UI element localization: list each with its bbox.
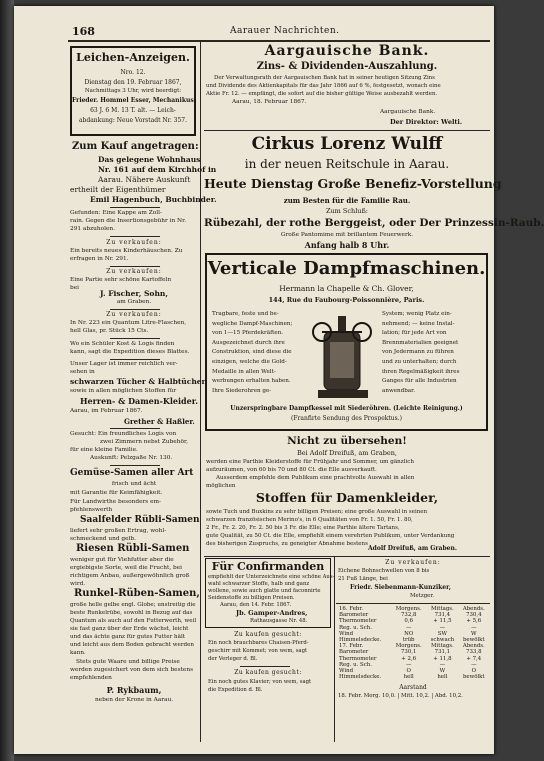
weather-cell: 730,1 <box>400 649 417 656</box>
confirm-line: empfiehlt der Unterzeichnete eine schöne Aus- <box>208 574 335 580</box>
samen-line: kann. <box>70 650 86 656</box>
weather-cell: Morgens. <box>395 643 422 650</box>
dampf-line: Hermann la Chapelle & Ch. Glover, <box>279 284 414 293</box>
leichen-line: 63 J. 6 M. 13 T. alt. — Leich- <box>90 107 176 114</box>
stoffen-line: schwarzen französischen Merino's, in 6 Qualitäten von Fr. 1. 50, Fr. 1. 80, <box>206 517 413 523</box>
lager-line: schwarzen Tücher & Halbtücher, <box>70 377 208 386</box>
dampf-text-line: werbungen erhalten haben. <box>212 378 291 385</box>
kauf-line: Emil Hagenbuch, Buchbinder. <box>90 195 217 204</box>
verk5-line: Ein noch gutes Klavier; von wem, sagt <box>208 679 312 685</box>
samen-line: liefert sehr großen Ertrag, wohl- <box>70 528 167 534</box>
weather-cell: Thermometer <box>339 618 377 625</box>
weather-cell: hell <box>437 674 448 681</box>
nicht-line: Ausserdem empfehle dem Publikum eine prachtvolle Auswahl in allen <box>216 475 415 481</box>
bier-line: Eichene Bohnschwellen von 8 bis <box>338 568 430 574</box>
confirm-line: Rathausgasse Nr. 48. <box>250 618 308 624</box>
kauf-title: Zum Kauf angetragen: <box>72 141 199 152</box>
samen-line: große helle gelbe engl. Globe; unstreitig die <box>70 602 196 608</box>
confirm-signature: Jb. Gamper-Andres, <box>236 609 308 617</box>
bank-signature: Der Direktor: Welti. <box>390 118 463 126</box>
steam-engine-illustration <box>310 312 376 402</box>
circus-line: Anfang halb 8 Uhr. <box>304 240 390 250</box>
dampf-text-line: einzigen, welche die Gold- <box>212 359 287 365</box>
weather-cell: schwach <box>430 637 455 644</box>
bier-line: Friedr. Siebenmann-Kunziker, <box>350 584 451 591</box>
gefunden-line: Gefunden: Eine Kappe am Zoll- <box>70 210 162 216</box>
weather-cell: 732,8 <box>400 612 417 619</box>
samen-line: werden zugesichert von dem sich bestens <box>70 667 194 673</box>
kauf-line: Das gelegene Wohnhaus <box>98 155 201 164</box>
circus-line: zum Besten für die Familie Rau. <box>283 196 411 205</box>
leichen-line: Nachmittags 3 Uhr, wird beerdigt: <box>84 88 182 94</box>
verk3-title: Zu verkaufen: <box>106 311 162 318</box>
samen-line: Stets gute Waare und billige Preise <box>76 659 180 665</box>
dampf-text-line: von 1—15 Pferdekräften. <box>212 330 284 337</box>
weather-cell: — <box>471 661 477 668</box>
circus-line: Zum Schluß: <box>325 207 368 215</box>
weather-cell: trüb <box>402 637 415 644</box>
kauf-line: Aarau. Nähere Auskunft <box>98 175 191 184</box>
samen-line: Quantum als auch auf den Futterwerth, weil <box>70 618 197 624</box>
weather-cell: W <box>439 668 446 675</box>
bank-line: Der Verwaltungsrath der Aargauischen Bank hat in seiner heutigen Sitzung Zins <box>214 75 435 81</box>
divider <box>110 338 160 339</box>
verk4-line: Ein noch brauchbares Chaisen-Pferd- <box>208 640 309 646</box>
dampf-text-line: Construktion, sind diese die <box>212 349 292 356</box>
confirm-line: Seidenstoffe zu billigen Preisen. <box>208 595 295 601</box>
bank-line: und Dividende des Aktienkapitals für das Jahr 1866 auf 6 %, festgesetzt, wonach eine <box>206 83 441 89</box>
divider <box>204 130 490 131</box>
weather-cell: 731,1 <box>434 649 451 656</box>
gesucht-line: für eine kleine Familie. <box>70 447 138 453</box>
stoffen-line: des bisherigen Zuspruchs, zu geneigter Abnahme bestens <box>206 541 368 547</box>
circus-line: Große Pantomime mit brillantem Feuerwerk. <box>280 232 414 238</box>
aarstand-label: Aarstand <box>399 684 427 691</box>
bier-line: 21 Fuß Länge, bei <box>338 576 388 582</box>
lager-line: sowie in allen möglichen Stoffen für <box>70 388 177 394</box>
divider <box>110 359 160 360</box>
weather-row <box>337 656 489 662</box>
weather-cell: 0,6 <box>404 618 413 625</box>
weather-cell: Abends. <box>462 643 485 650</box>
leichen-number: Nro. 12. <box>120 69 146 76</box>
kauf-line: ertheilt der Eigenthümer <box>70 185 166 194</box>
weather-row <box>337 649 489 655</box>
verk5-title: Zu kaufen gesucht: <box>234 669 302 676</box>
weather-cell: Himmelsdecke. <box>339 674 382 681</box>
dampf-line: Unzerspringbare Dampfkessel mit Siederöhren. (Leichte Reinigung.) <box>230 405 463 412</box>
weather-cell: O <box>471 668 476 675</box>
weather-cell: Morgens. <box>395 606 422 612</box>
confirm-line: wahl schwarzer Stoffe, halb und ganz <box>208 581 310 587</box>
page-header-title: Aarauer Nachrichten. <box>230 26 340 36</box>
divider <box>110 465 160 466</box>
verk2-line: bei <box>70 285 79 291</box>
column-divider <box>200 42 201 742</box>
weather-cell: hell <box>403 674 414 681</box>
verk5-line: die Expedition d. Bl. <box>208 687 263 693</box>
verk2-line: Eine Partie sehr schöne Kartoffeln <box>70 277 172 283</box>
divider <box>336 603 490 604</box>
dampf-text-line: wegliche Dampf-Maschinen; <box>212 320 293 327</box>
samen-line: pfehlenswerth <box>70 507 113 513</box>
dampf-text-line: anwendbar. <box>382 387 415 394</box>
weather-cell: Wind <box>339 668 354 675</box>
dampf-text-line: nehmend; — keine Instal- <box>382 320 455 327</box>
weather-cell: — <box>439 624 446 631</box>
samen-line: und leicht aus dem Boden gebracht werden <box>70 642 195 648</box>
weather-cell: + 7,4 <box>466 655 482 662</box>
samen-line: richtigem Anbau, außergewöhnlich groß <box>70 573 190 579</box>
bank-title: Aargauische Bank. <box>264 43 430 59</box>
weather-cell: Wind <box>339 630 354 637</box>
bank-line: Aarau, 18. Februar 1867. <box>232 99 307 105</box>
weather-cell: 16. Febr. <box>339 606 364 612</box>
divider <box>110 428 160 429</box>
verk1-line: Ein bereits neues Kinderhäuschen. Zu <box>70 248 183 254</box>
samen-line: ergiebigste Sorte, weil die Frucht, bei <box>70 565 183 571</box>
samen-heading: Riesen Rübli-Samen <box>76 543 190 554</box>
weather-cell: + 11,5 <box>433 618 452 625</box>
stoffen-signature: Adolf Dreifuß, am Graben. <box>368 545 457 552</box>
confirm-title: Für Confirmanden <box>211 560 325 573</box>
dampf-text-line: von Jedermann zu führen <box>382 349 454 356</box>
gesucht-line: Auskunft: Pelzgaße Nr. 130. <box>90 455 173 461</box>
samen-line: mit Garantie für Keimfähigkeit. <box>70 490 163 496</box>
circus-title: Cirkus Lorenz Wulff <box>251 134 443 154</box>
verk4-title: Zu kaufen gesucht: <box>234 631 302 638</box>
kost-line: kann, sagt die Expedition dieses Blattes. <box>70 349 190 355</box>
weather-cell: Abends. <box>462 606 485 612</box>
weather-cell: + 5,6 <box>466 618 482 625</box>
gesucht-line: zwei Zimmern nebst Zubehör, <box>100 439 188 445</box>
lager-line: Unser Lager ist immer reichlich ver- <box>70 361 178 367</box>
dampf-text-line: Brennmaterialien geeignet <box>382 339 459 346</box>
book-gutter <box>0 0 14 761</box>
divider <box>110 207 160 208</box>
circus-line: in der neuen Reitschule in Aarau. <box>244 157 450 171</box>
weather-cell: 730,4 <box>466 612 482 619</box>
samen-heading: Saalfelder Rübli-Samen <box>80 515 200 525</box>
verk2-name: J. Fischer, Sohn, <box>100 289 168 298</box>
dampf-text-line: Ganges für alle Industrien <box>382 378 457 385</box>
confirm-line: wollene, sowie auch glatte und faconnirte <box>208 588 321 594</box>
weather-cell: bewölkt <box>462 674 485 681</box>
bier-line: Metzger. <box>410 593 435 599</box>
weather-cell: 17. Febr. <box>339 643 364 650</box>
weather-cell: Mittags. <box>431 606 454 612</box>
gefunden-line: rain. Gegen die Insertionsgebühr in Nr. <box>70 218 187 224</box>
bier-title: Zu verkaufen: <box>385 559 441 566</box>
divider <box>110 236 160 237</box>
nicht-line: werden eine Parthie Kleiderstoffe für Frühjahr und Sommer, um gänzlich <box>206 459 415 465</box>
confirm-line: Aarau, den 14. Febr. 1867. <box>220 602 292 608</box>
nicht-line: Bei Adolf Dreifuß, am Graben, <box>297 449 397 457</box>
verk1-line: erfragen in Nr. 291. <box>70 256 129 262</box>
bank-line: Aktie Fr. 12. — empfängt, die sofort auf die bisher gültige Weise ausbezahlt werden. <box>206 91 438 97</box>
weather-cell: + 11,8 <box>433 655 452 662</box>
dampf-line: 144, Rue du Faubourg-Poissonnière, Paris. <box>268 296 425 304</box>
leichen-line: abdankung: Neue Vorstadt Nr. 357. <box>78 117 188 124</box>
nicht-line: aufzuräumen, von 60 bis 70 und 80 Ct. die Elle ausverkauft. <box>206 467 377 473</box>
weather-cell: O <box>406 668 411 675</box>
nicht-title: Nicht zu übersehen! <box>287 435 407 447</box>
lager-signature: Grether & Haßler. <box>124 417 195 426</box>
gesucht-line: Gesucht: Ein freundliches Logis von <box>70 431 177 437</box>
lager-line: Aarau, im Februar 1867. <box>70 408 143 414</box>
stoffen-line: gute Qualität, zu 50 Ct. die Elle, empfiehlt einem verehrten Publikum, unter Verdankung <box>206 533 455 539</box>
dampf-text-line: Ausgezeichnet durch ihre <box>212 339 285 346</box>
aarstand-values: 18. Febr. Morg. 10,0. | Mitt. 10,2. | Abd. 10,2. <box>338 693 463 699</box>
samen-line: empfehlenden <box>70 675 112 681</box>
weather-cell: Reg. u. Sch. <box>339 624 372 631</box>
weather-cell: — <box>439 661 446 668</box>
lager-line: sehen in <box>70 369 95 375</box>
stoffen-title: Stoffen für Damenkleider, <box>255 490 439 505</box>
weather-cell: Himmelsdecke. <box>339 637 382 644</box>
samen-line: Für Landwirthe besonders em- <box>70 499 161 505</box>
weather-table <box>337 606 489 680</box>
weather-cell: NO <box>404 630 414 637</box>
samen-signature: P. Rykbaum, <box>106 685 162 695</box>
weather-cell: — <box>405 624 412 631</box>
verk2-title: Zu verkaufen: <box>106 268 162 275</box>
stoffen-line: 2 Fr., Fr. 2. 20, Fr. 2. 50 bis 3 Fr. die Elle; eine Parthie ältere Tartans, <box>206 525 400 531</box>
dampf-text-line: und zu unterhalten; durch <box>382 359 457 365</box>
page-number: 168 <box>72 25 95 38</box>
leichen-line: Frieder. Hommel Esser, Mechanikus, <box>72 97 196 104</box>
circus-line: Heute Dienstag Große Benefiz-Vorstellung <box>204 176 502 191</box>
stoffen-line: sowie Tuch und Buxkins zu sehr billigen Preisen; eine große Auswahl in seinen <box>206 509 428 515</box>
samen-line: schmeckend und gelb. <box>70 536 136 542</box>
samen-line: sie fast ganz über der Erde wächst, leicht <box>70 626 189 632</box>
samen-heading: Runkel-Rüben-Samen, <box>74 588 200 599</box>
weather-cell: 731,4 <box>434 612 451 619</box>
verk3-line: hell Glas, pr. Stück 15 Cts. <box>70 328 149 334</box>
circus-line: Rübezahl, der rothe Berggeist, oder Der Prinzessin-Raub. <box>204 217 544 229</box>
sub-column-divider <box>334 556 335 742</box>
dampf-text-line: ihren Regelmäßigkeit ihres <box>382 368 460 375</box>
weather-cell: bewölkt <box>462 637 485 644</box>
gefunden-line: 291 abzuholen. <box>70 226 115 232</box>
dampf-text-line: Ihre Siederohren ge- <box>212 387 272 394</box>
samen-line: frisch und ächt <box>111 481 157 487</box>
weather-cell: 733,8 <box>466 649 482 656</box>
divider <box>110 266 160 267</box>
verk2-line: am Graben. <box>116 299 152 305</box>
header-rule <box>68 40 490 42</box>
divider <box>240 666 290 667</box>
bank-subtitle: Zins- & Dividenden-Auszahlung. <box>256 61 438 72</box>
samen-line: weniger gut für Viehfutter aber die <box>70 557 174 563</box>
dampf-line: (Franfirte Sendung des Prospektus.) <box>291 415 402 422</box>
weather-cell: Reg. u. Sch. <box>339 661 372 668</box>
samen-line: beste Runkelrübe, sowohl in Bezug auf das <box>70 610 193 616</box>
weather-cell: Barometer <box>339 612 369 619</box>
dampf-text-line: Medaille in allen Welt- <box>212 368 276 375</box>
weather-cell: — <box>405 661 412 668</box>
verk3-line: In Nr. 223 ein Quantum Litre-Flaschen, <box>70 320 187 326</box>
verk4-line: der Verleger d. Bl. <box>208 656 258 662</box>
kost-line: Wo ein Schüler Kost & Logis finden <box>70 341 175 347</box>
weather-cell: Mittags. <box>431 643 454 650</box>
dampf-title: Verticale Dampfmaschinen. <box>207 258 486 279</box>
samen-line: wird. <box>70 581 86 587</box>
weather-cell: Barometer <box>339 649 369 656</box>
lager-line: Herren- & Damen-Kleider. <box>80 396 198 406</box>
weather-cell: SW <box>437 630 448 637</box>
samen-line: neben der Krone in Aarau. <box>94 697 174 703</box>
weather-cell: + 2,6 <box>401 655 417 662</box>
leichen-title: Leichen-Anzeigen. <box>76 51 190 64</box>
weather-row <box>337 674 489 680</box>
divider <box>110 309 160 310</box>
nicht-line: möglichen <box>206 483 236 489</box>
samen-title: Gemüse-Samen aller Art <box>70 468 194 478</box>
verk1-title: Zu verkaufen: <box>106 239 162 246</box>
divider <box>204 556 490 557</box>
samen-line: und das ächte ganz für gutes Futter hält <box>70 634 186 640</box>
leichen-line: Dienstag den 19. Februar 1867, <box>84 79 182 86</box>
bank-line: Aargauische Bank. <box>380 109 436 115</box>
weather-cell: W <box>471 630 477 637</box>
verk4-line: geschirr mit Kommet; von wem, sagt <box>208 648 308 654</box>
dampf-text-line: System; wenig Platz ein- <box>382 311 452 317</box>
dampf-text-line: Tragbare, feste und be- <box>212 311 279 317</box>
weather-cell: Thermometer <box>339 655 377 662</box>
dampf-text-line: lation; für jede Art von <box>382 330 447 337</box>
weather-cell: — <box>471 624 477 631</box>
kauf-line: Nr. 161 auf dem Kirchhof in <box>98 165 217 174</box>
